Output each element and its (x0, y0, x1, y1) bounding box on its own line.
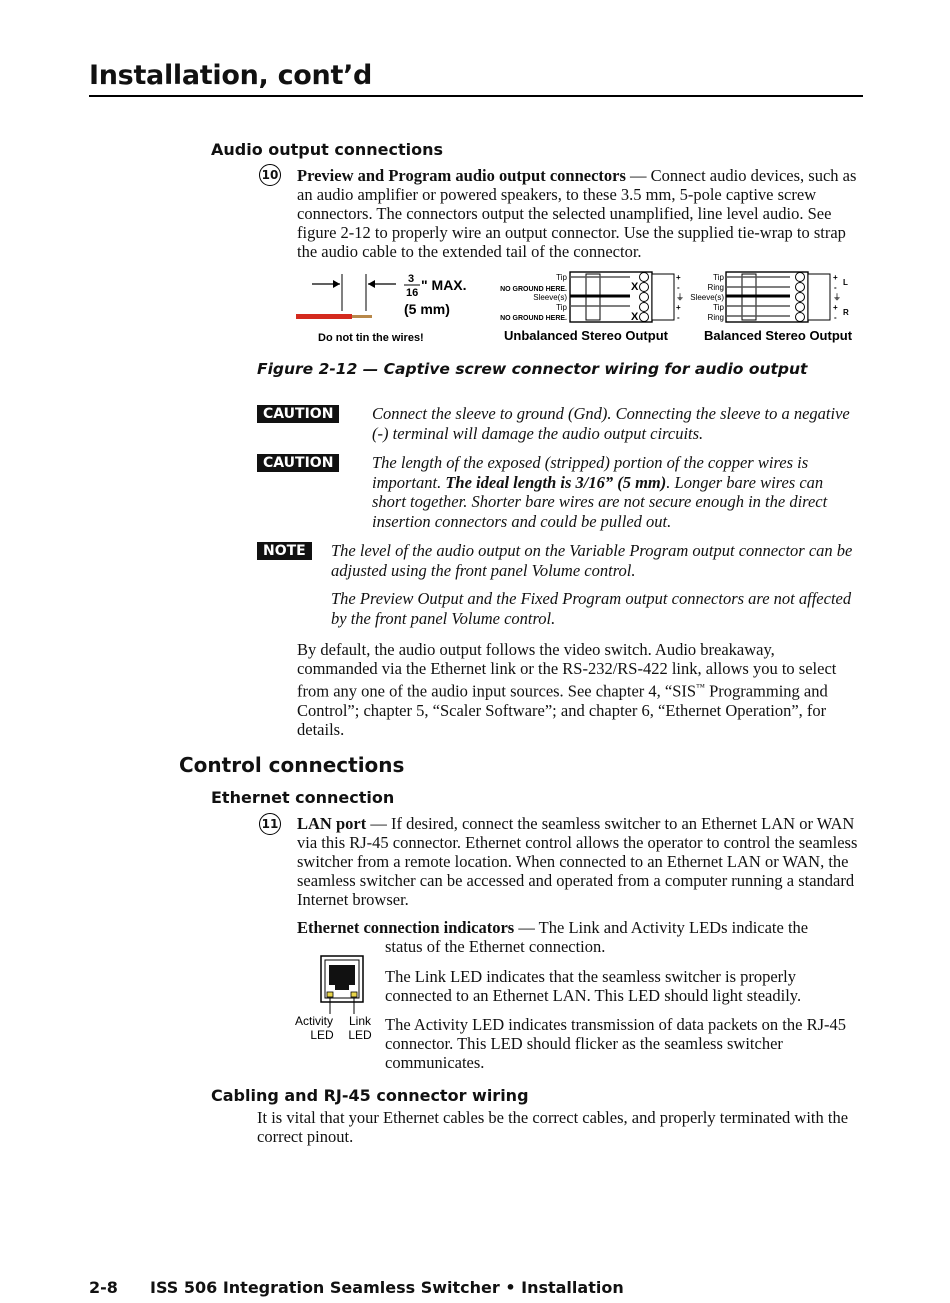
cabling-paragraph: It is vital that your Ethernet cables be the correct cables, and properly terminated with the correct pinout. (257, 1108, 849, 1146)
audio-output-heading: Audio output connections (211, 140, 443, 159)
unbal-label-noground1: NO GROUND HERE. (500, 286, 567, 293)
activity-label: Activity (294, 1014, 334, 1028)
caution2-text-before: The length of the exposed (stripped) portion of the copper wires is important. (372, 453, 809, 492)
ethernet-indicators-line (297, 918, 863, 937)
activity-led-label: LED (310, 1028, 334, 1042)
lan-port-paragraph (297, 814, 863, 909)
caution-badge-2: CAUTION (257, 454, 339, 472)
bal-label-ring2: Ring (707, 313, 724, 322)
control-connections-heading: Control connections (179, 753, 405, 777)
activity-led-light (327, 992, 333, 997)
caution-badge-1: CAUTION (257, 405, 339, 423)
audio-breakaway-paragraph (297, 640, 837, 739)
bal-side-left: L (843, 278, 848, 287)
svg-text:-: - (677, 313, 680, 322)
strip-max-label: " MAX. (421, 277, 467, 293)
breakaway-part1: By default, the audio output follows the video switch. Audio breakaway, commanded via the Ethernet link or the RS-232/RS-422 link, allows you to select from any one of the audio input sources. See chapter 4, “SIS (297, 640, 837, 701)
unbal-label-tip1: Tip (556, 273, 567, 282)
caution2-text-after: . Longer bare wires can short together. Shorter bare wires are not secure enough in the direct insertion connectors and could be pulled out. (372, 472, 828, 531)
svg-text:X: X (631, 311, 639, 323)
svg-text:X: X (631, 281, 639, 293)
link-label: Link (348, 1014, 372, 1028)
strip-length-diagram (296, 273, 467, 344)
unbal-label-tip2: Tip (556, 303, 567, 312)
svg-text:+: + (833, 303, 838, 312)
trademark-symbol: ™ (696, 682, 705, 692)
ethernet-connection-heading: Ethernet connection (211, 788, 395, 807)
indicators-lead: Ethernet connection indicators (297, 918, 515, 937)
audio-output-paragraph (297, 166, 863, 261)
callout-number-11: 11 (259, 813, 281, 835)
note-text-2: The Preview Output and the Fixed Program output connectors are not affected by the front panel Volume control. (331, 589, 852, 628)
svg-text:⏚: ⏚ (676, 293, 684, 302)
balanced-caption: Balanced Stereo Output (703, 328, 853, 343)
captive-screw-wiring-figure (290, 266, 870, 350)
audio-item-lead: Preview and Program audio output connectors (297, 166, 626, 185)
rj45-port-illustration (288, 952, 384, 1046)
svg-text:+: + (833, 273, 838, 282)
lan-port-text: — If desired, connect the seamless switcher to an Ethernet LAN or WAN via this RJ-45 connector. Ethernet control allows the operator to control the seamless switcher from a remote location. When connected to an Ethernet LAN or WAN, the seamless switcher can be accessed and operated from a computer running a standard Internet browser. (297, 814, 858, 909)
bal-label-tip2: Tip (713, 303, 724, 312)
activity-led-description: The Activity LED indicates transmission of data packets on the RJ-45 connector. This LED should flicker as the seamless switcher communicates. (385, 1015, 846, 1072)
bal-side-right: R (843, 308, 849, 317)
unbal-label-noground2: NO GROUND HERE. (500, 315, 567, 322)
indicators-text: — The Link and Activity LEDs indicate the (514, 918, 809, 937)
lan-port-lead: LAN port (297, 814, 367, 833)
balanced-connector (690, 272, 853, 343)
svg-text:+: + (676, 273, 681, 282)
figure-caption: Figure 2-12 — Captive screw connector wiring for audio output (257, 360, 808, 378)
audio-item-text: — Connect audio devices, such as an audio amplifier or powered speakers, to these 3.5 mm, 5-pole captive screw connectors. The connectors output the selected unamplified, line level audio. See figure 2-12 to properly wire an output connector. Use the supplied tie-wrap to strap the audio cable to the extended tail of the connector. (297, 166, 857, 261)
indicators-text-continued: status of the Ethernet connection. (385, 937, 606, 956)
svg-text:-: - (834, 283, 837, 292)
link-led-label: LED (348, 1028, 372, 1042)
do-not-tin-label: Do not tin the wires! (318, 332, 424, 344)
link-led-description: The Link LED indicates that the seamless switcher is properly connected to an Ethernet LAN. This LED should light steadily. (385, 967, 802, 1005)
strip-mm-label: (5 mm) (404, 301, 450, 317)
breakaway-part2: Programming and Control”; chapter 5, “Scaler Software”; and chapter 6, “Ethernet Operation”, for details. (297, 681, 828, 739)
footer-page-number: 2-8 (89, 1278, 118, 1297)
bal-label-ring1: Ring (707, 283, 724, 292)
caution-text-1: Connect the sleeve to ground (Gnd). Connecting the sleeve to a negative (-) terminal will damage the audio output circuits. (372, 404, 850, 443)
svg-text:-: - (834, 313, 837, 322)
unbalanced-connector (500, 272, 684, 343)
svg-text:⏚: ⏚ (833, 293, 841, 302)
page-title: Installation, cont’d (89, 60, 373, 91)
strip-fraction-num: 3 (408, 273, 415, 285)
bare-copper-wire (352, 315, 372, 318)
red-wire-insulation (296, 314, 352, 319)
link-led-light (351, 992, 357, 997)
note-text-1: The level of the audio output on the Variable Program output connector can be adjusted using the front panel Volume control. (331, 541, 853, 580)
svg-text:+: + (676, 303, 681, 312)
callout-number-10: 10 (259, 164, 281, 186)
unbal-label-sleeve: Sleeve(s) (533, 293, 567, 302)
bal-label-sleeve: Sleeve(s) (690, 293, 724, 302)
strip-fraction-den: 16 (406, 287, 419, 299)
caution2-text-bold: The ideal length is 3/16” (5 mm) (445, 472, 667, 492)
cabling-heading: Cabling and RJ-45 connector wiring (211, 1086, 529, 1105)
caution-text-2 (372, 453, 850, 531)
footer-document-title: ISS 506 Integration Seamless Switcher • Installation (150, 1278, 624, 1297)
unbalanced-caption: Unbalanced Stereo Output (504, 328, 668, 343)
bal-label-tip1: Tip (713, 273, 724, 282)
title-divider (89, 95, 863, 97)
note-badge: NOTE (257, 542, 312, 560)
svg-text:-: - (677, 283, 680, 292)
